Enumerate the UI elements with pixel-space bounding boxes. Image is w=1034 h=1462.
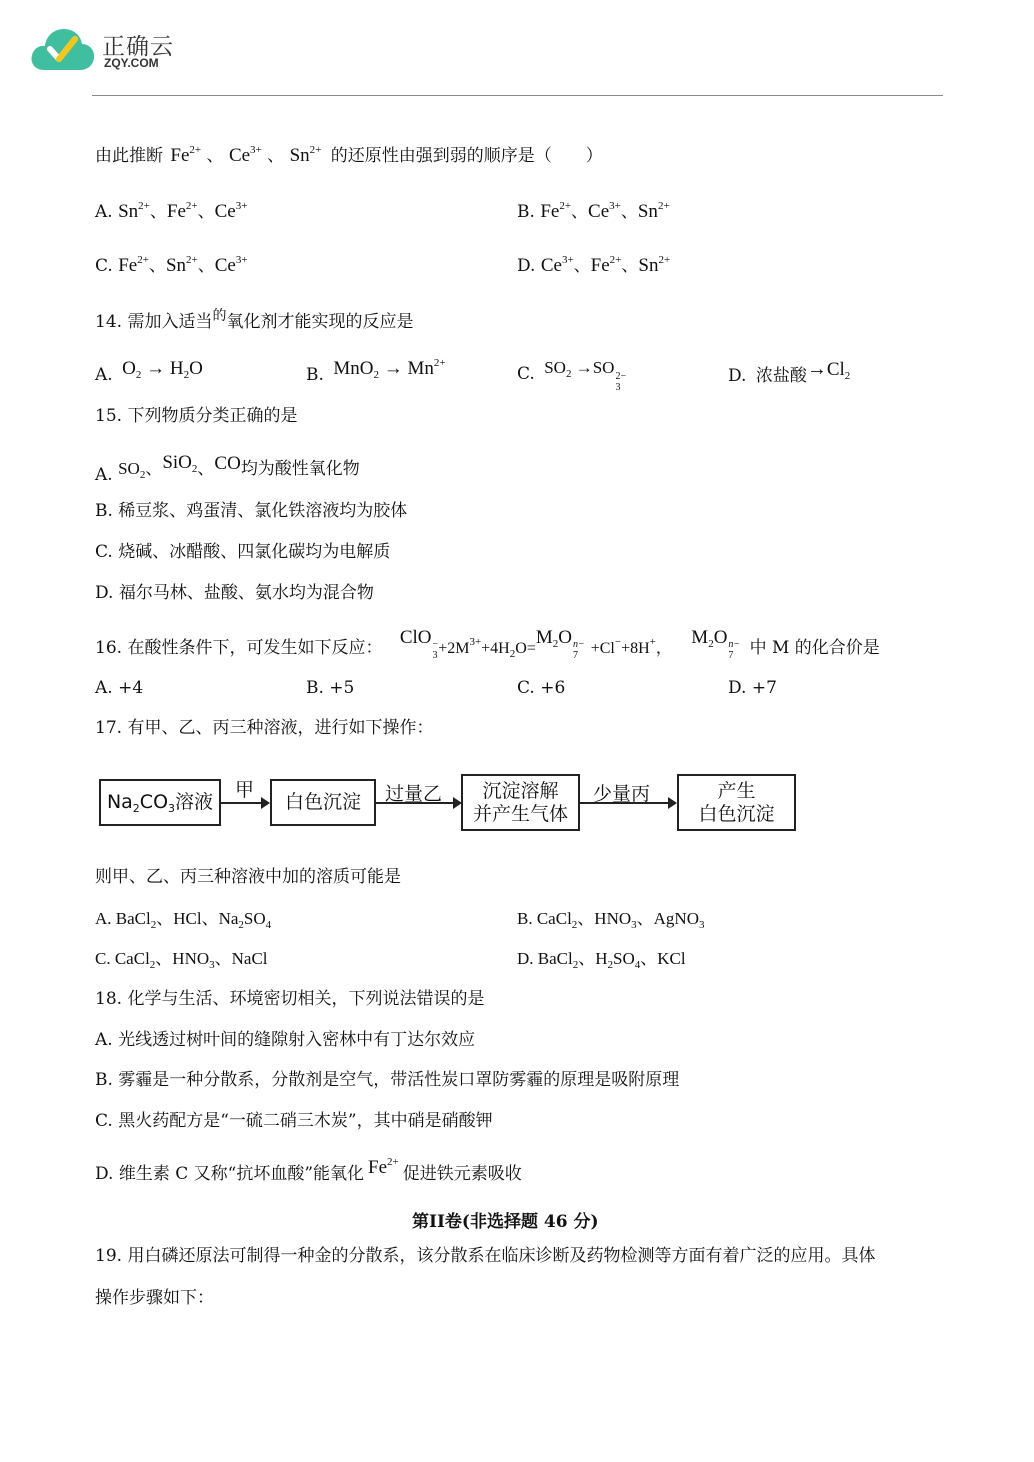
q14-option-b: B. $MnO_2 \to Mn^{2+}$ — [306, 357, 446, 385]
q16-option-b: B. +5 — [306, 678, 355, 698]
q16-option-c: C. +6 — [517, 678, 566, 698]
q16-option-d: D. +7 — [728, 678, 777, 698]
q16-option-a: A. +4 — [95, 678, 144, 698]
q19-line-2: 操作步骤如下： — [95, 1288, 214, 1308]
q18-stem: 18. 化学与生活、环境密切相关，下列说法错误的是 — [95, 989, 485, 1009]
q13-stem: 由此推断 $Fe^{2+}$ 、 $Ce^{3+}$ 、 $Sn^{2+}$ 的还原性由强到弱的顺序是（ ） — [95, 144, 603, 166]
flow-box-white-precipitate: 白色沉淀 — [270, 779, 376, 826]
q19-line-1: 19. 用白磷还原法可制得一种金的分散系，该分散系在临床诊断及药物检测等方面有着广泛的应用。具体 — [95, 1246, 876, 1266]
q13-prefix: 由此推断 — [95, 146, 163, 166]
brand-name: 正确云 — [102, 34, 174, 60]
brand-url: ZQY.COM — [104, 56, 159, 70]
q17-option-a: A. BaCl$_2$、HCl、$Na_2SO_4$ — [95, 909, 272, 931]
q17-stem: 17. 有甲、乙、丙三种溶液，进行如下操作： — [95, 718, 434, 738]
section-2-title: 第II卷(非选择题 46 分) — [412, 1212, 599, 1232]
flow-label-excess-yi: 过量乙 — [385, 783, 443, 805]
q13-suffix: 的还原性由强到弱的顺序是（ ） — [330, 146, 603, 166]
q17-option-d: D. BaCl$_2$、$H_2SO_4$、KCl — [517, 949, 686, 971]
q18-option-d: D. 维生素 C 又称“抗坏血酸”能氧化 $Fe^{2+}$促进铁元素吸收 — [95, 1156, 522, 1184]
q18-option-b: B. 雾霾是一种分散系，分散剂是空气，带活性炭口罩防雾霾的原理是吸附原理 — [95, 1070, 680, 1090]
q13-option-c: C. $Fe^{2+}$、$Sn^{2+}$、$Ce^{3+}$ — [95, 254, 248, 276]
q16-stem: 16. 在酸性条件下，可发生如下反应： ClO − 3 $+2M^{3+}+4H_2O=M_2O$ n− 7 +Cl−+8H+， $M_2O$ n− 7 中 M 的化合价是 — [95, 627, 880, 661]
q13-option-b: B. $Fe^{2+}$、$Ce^{3+}$、$Sn^{2+}$ — [517, 200, 670, 222]
q14-option-a: A. $O_2 \to H_2O$ — [95, 358, 203, 385]
flow-box-produce-precipitate: 产生 白色沉淀 — [677, 774, 796, 831]
q17-follow: 则甲、乙、丙三种溶液中加的溶质可能是 — [95, 867, 401, 887]
q13-option-d: D. $Ce^{3+}$、$Fe^{2+}$、$Sn^{2+}$ — [517, 254, 671, 276]
flow-arrow-1 — [221, 802, 268, 804]
q17-option-b: B. CaCl$_2$、$HNO_3$、AgNO$_3$ — [517, 909, 705, 931]
q17-option-c: C. CaCl$_2$、$HNO_3$、NaCl — [95, 949, 268, 971]
q13-option-a: A. $Sn^{2+}$、$Fe^{2+}$、$Ce^{3+}$ — [95, 200, 248, 222]
q18-option-c: C. 黑火药配方是“一硫二硝三木炭”，其中硝是硝酸钾 — [95, 1111, 493, 1131]
q14-stem: 14. 需加入适当$^的$氧化剂才能实现的反应是 — [95, 308, 414, 332]
q15-option-d: D. 福尔马林、盐酸、氨水均为混合物 — [95, 583, 374, 603]
q18-option-a: A. 光线透过树叶间的缝隙射入密林中有丁达尔效应 — [95, 1030, 476, 1050]
q14-option-d: D. 浓盐酸$\to Cl_2$ — [728, 358, 851, 386]
flow-label-little-bing: 少量丙 — [593, 783, 651, 805]
q15-option-c: C. 烧碱、冰醋酸、四氯化碳均为电解质 — [95, 542, 391, 562]
flow-label-jia: 甲 — [235, 779, 255, 801]
header-divider — [92, 95, 943, 96]
zqy-logo-cloud-icon — [30, 24, 96, 72]
flow-box-na2co3: $Na_2CO_3$溶液 — [99, 779, 221, 826]
q15-stem: 15. 下列物质分类正确的是 — [95, 406, 298, 426]
q14-option-c: C. $SO_2 \to SO$ 2− 3 — [517, 358, 627, 393]
flow-box-dissolve-gas: 沉淀溶解 并产生气体 — [461, 774, 580, 831]
q15-option-b: B. 稀豆浆、鸡蛋清、氯化铁溶液均为胶体 — [95, 501, 408, 521]
q15-option-a: A. $SO_2$、SiO$_2$、CO均为酸性氧化物 — [95, 452, 360, 485]
